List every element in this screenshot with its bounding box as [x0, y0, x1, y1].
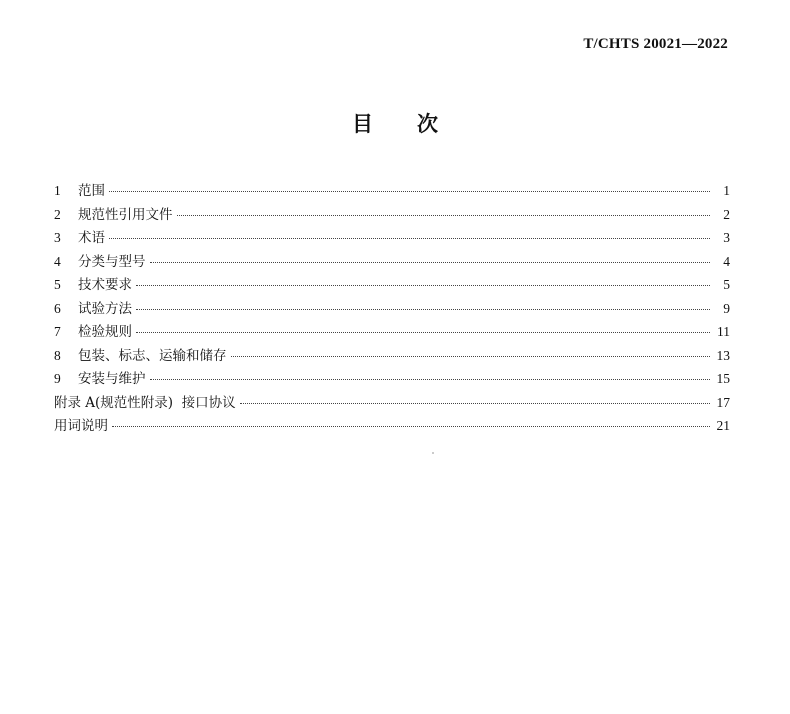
- dot-leader: [109, 191, 710, 192]
- toc-entry-page: 5: [723, 277, 730, 292]
- toc-entry-title: 技术要求: [78, 277, 132, 293]
- dot-leader: [109, 238, 710, 239]
- toc-entry-8[interactable]: [54, 344, 730, 368]
- toc-title-char-2: 次: [417, 112, 438, 136]
- toc-entry-page: 3: [723, 230, 730, 245]
- toc-entry-number: 9: [54, 371, 61, 386]
- dot-leader: [240, 403, 710, 404]
- toc-entry-title: 术语: [78, 230, 105, 246]
- toc-title-char-1: 目: [352, 112, 373, 136]
- toc-entry-number: 5: [54, 277, 61, 292]
- toc-title: [0, 108, 790, 138]
- toc-entry-1[interactable]: [54, 179, 730, 203]
- toc-entry-title: 规范性引用文件: [78, 206, 173, 223]
- toc-entry-number: 7: [54, 324, 61, 339]
- toc-entry-wording[interactable]: [54, 414, 730, 438]
- toc-entry-page: 17: [716, 394, 730, 410]
- toc-list: [54, 179, 730, 438]
- toc-entry-page: 15: [716, 371, 730, 386]
- toc-entry-page: 1: [723, 183, 730, 198]
- toc-entry-9[interactable]: [54, 367, 730, 391]
- dot-leader: [136, 332, 710, 333]
- toc-entry-page: 21: [716, 418, 730, 433]
- toc-entry-number: 6: [54, 300, 61, 316]
- toc-entry-number: 3: [54, 230, 61, 245]
- dot-leader: [112, 426, 710, 427]
- toc-entry-appendix-a[interactable]: [54, 391, 730, 415]
- toc-entry-number: 4: [54, 253, 61, 269]
- dot-leader: [231, 356, 711, 357]
- toc-entry-title: 包装、标志、运输和储存: [78, 347, 227, 364]
- toc-entry-title: 安装与维护: [78, 371, 146, 387]
- dot-leader: [150, 379, 711, 380]
- toc-entry-number: 8: [54, 347, 61, 363]
- dot-leader: [136, 285, 710, 286]
- toc-entry-title: 检验规则: [78, 324, 132, 340]
- dot-leader: [177, 215, 711, 216]
- toc-entry-number: 1: [54, 183, 61, 198]
- toc-entry-title: 试验方法: [78, 300, 132, 317]
- toc-entry-3[interactable]: [54, 226, 730, 250]
- toc-entry-5[interactable]: [54, 273, 730, 297]
- toc-entry-title: 范围: [78, 183, 105, 199]
- toc-entry-page: 2: [723, 206, 730, 222]
- toc-entry-page: 4: [723, 253, 730, 269]
- toc-entry-6[interactable]: [54, 297, 730, 321]
- dot-leader: [136, 309, 710, 310]
- toc-entry-page: 13: [716, 347, 730, 363]
- toc-entry-title: 用词说明: [54, 418, 108, 434]
- standard-code: T/CHTS 20021—2022: [583, 36, 728, 52]
- dot-leader: [150, 262, 711, 263]
- toc-entry-number: 2: [54, 206, 61, 222]
- toc-entry-title: 附录 A(规范性附录) 接口协议: [54, 394, 236, 411]
- toc-entry-title: 分类与型号: [78, 253, 146, 270]
- scan-speck: [432, 452, 434, 454]
- toc-entry-page: 9: [723, 300, 730, 316]
- toc-entry-4[interactable]: [54, 250, 730, 274]
- toc-entry-2[interactable]: [54, 203, 730, 227]
- toc-entry-7[interactable]: [54, 320, 730, 344]
- toc-entry-page: 11: [717, 324, 730, 339]
